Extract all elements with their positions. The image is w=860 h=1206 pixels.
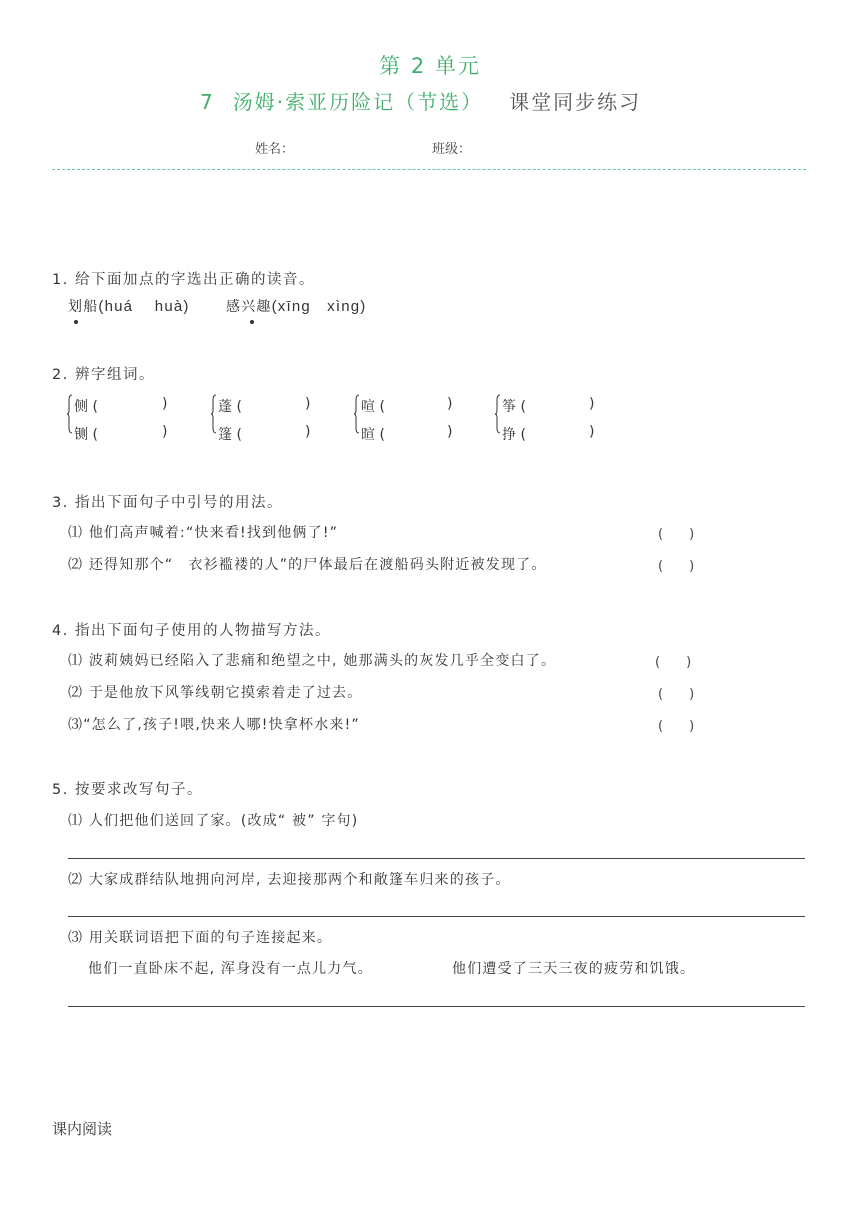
question-2-prompt: 2. 辨字组词。 [52,367,155,383]
q2-group-2-item-1: 蓬 ( [218,399,242,415]
answer-blank[interactable]: ( ) [658,719,695,734]
q5-item-1: ⑴ 人们把他们送回了家。(改成“ 被” 字句) [68,813,359,829]
close-paren: ) [447,424,453,440]
q2-group-3-item-2: 暄 ( [361,427,385,443]
left-brace-icon [354,394,360,434]
unit-title: 第 2 单元 [379,54,481,78]
q4-item-1: ⑴ 波莉姨妈已经陷入了悲痛和绝望之中, 她那满头的灰发几乎全变白了。 [68,653,557,669]
q2-group-2-item-2: 篷 ( [218,427,242,443]
q5-item-2: ⑵ 大家成群结队地拥向河岸, 去迎接那两个和敞篷车归来的孩子。 [68,872,511,888]
q5-item-3: ⑶ 用关联词语把下面的句子连接起来。 [68,930,333,946]
emphasis-dot [250,320,254,324]
close-paren: ) [589,396,595,412]
q1-item-1-pinyin: (huá huà) [98,298,190,315]
q2-group-4-item-1: 筝 ( [502,399,526,415]
q4-item-3: ⑶“怎么了,孩子!喂,快来人哪!快拿杯水来!” [68,717,360,733]
q2-group-1-item-1: 侧 ( [74,399,98,415]
close-paren: ) [162,396,168,412]
close-paren: ) [447,396,453,412]
left-brace-icon [495,394,501,434]
q3-item-1: ⑴ 他们高声喊着:“快来看!找到他俩了!” [68,525,339,541]
answer-line[interactable] [68,916,805,917]
answer-blank[interactable]: ( ) [658,687,695,702]
close-paren: ) [589,424,595,440]
name-label: 姓名： [255,142,295,157]
section-title: 课内阅读 [52,1120,113,1138]
answer-blank[interactable]: ( ) [658,559,695,574]
close-paren: ) [305,424,311,440]
q2-group-1-item-2: 铡 ( [74,427,98,443]
lesson-title-row [200,86,641,115]
q2-group-4-item-2: 挣 ( [502,427,526,443]
answer-blank[interactable]: ( ) [655,655,692,670]
answer-line[interactable] [68,858,805,859]
close-paren: ) [162,424,168,440]
emphasis-dot [74,320,78,324]
left-brace-icon [67,394,73,434]
q4-item-2: ⑵ 于是他放下风筝线朝它摸索着走了过去。 [68,685,363,701]
left-brace-icon [211,394,217,434]
q2-group-3-item-1: 喧 ( [361,399,385,415]
lesson-subtitle: 课堂同步练习 [509,90,642,114]
question-1-prompt: 1. 给下面加点的字选出正确的读音。 [52,272,315,288]
question-4-prompt: 4. 指出下面句子使用的人物描写方法。 [52,623,331,639]
q3-item-2: ⑵ 还得知那个“ 衣衫褴褛的人”的尸体最后在渡船码头附近被发现了。 [68,557,547,573]
q1-item-1 [68,295,190,316]
question-5-prompt: 5. 按要求改写句子。 [52,782,203,798]
q5-item-3-sentence-b: 他们遭受了三天三夜的疲劳和饥饿。 [452,961,696,977]
q1-item-1-word: 划船 [68,299,99,315]
header-divider [52,169,806,170]
answer-blank[interactable]: ( ) [658,527,695,542]
q1-item-2-pinyin: (xīng xìng) [271,298,367,315]
q5-item-3-sentence-a: 他们一直卧床不起, 浑身没有一点儿力气。 [88,961,373,977]
q1-item-2 [226,295,367,316]
question-3-prompt: 3. 指出下面句子中引号的用法。 [52,495,283,511]
q1-item-2-word: 感兴趣 [226,299,272,315]
class-label: 班级： [432,142,472,157]
close-paren: ) [305,396,311,412]
lesson-title: 汤姆·索亚历险记（节选） [232,90,484,114]
lesson-number: 7 [200,90,215,114]
answer-line[interactable] [68,1006,805,1007]
